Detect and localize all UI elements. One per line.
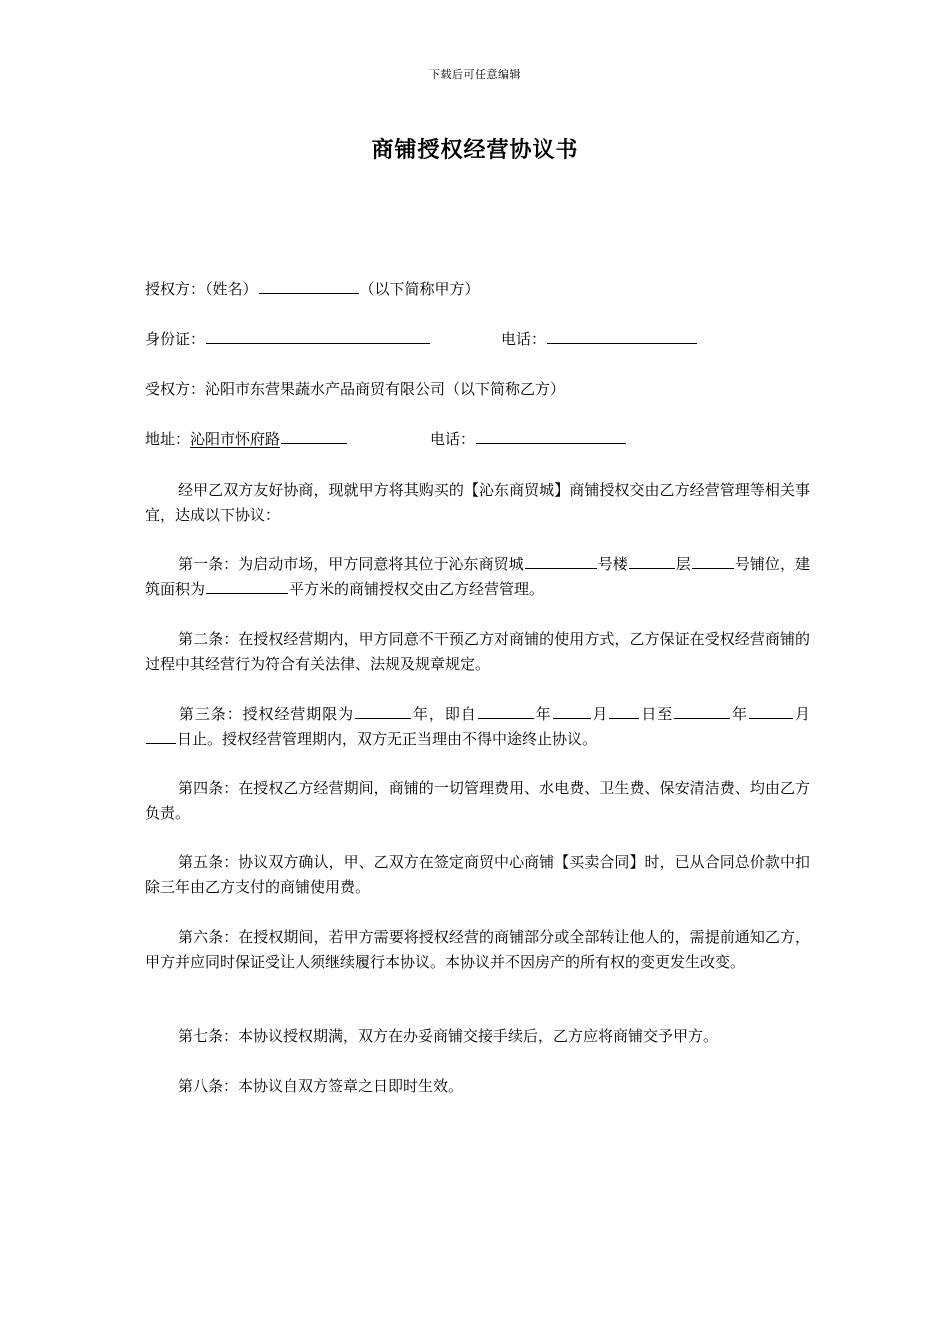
article-3-text-c: 年 xyxy=(534,705,552,723)
floor-number-blank[interactable] xyxy=(629,552,675,569)
grantor-suffix: （以下简称甲方） xyxy=(359,280,480,298)
intro-paragraph xyxy=(145,478,810,528)
article-1-text-d: 号铺位，建筑面积为 xyxy=(145,555,810,598)
address-label: 地址： xyxy=(145,430,191,448)
article-2-text: 第二条：在授权经营期内，甲方同意不干预乙方对商铺的使用方式，乙方保证在受权经营商铺的过程中其经营行为符合有关法律、法规及规章规定。 xyxy=(145,630,810,673)
end-day-blank[interactable] xyxy=(146,727,176,744)
article-1-text-c: 层 xyxy=(675,555,691,573)
grantee-phone-blank[interactable] xyxy=(476,427,626,444)
start-day-blank[interactable] xyxy=(609,702,639,719)
address-line xyxy=(145,427,348,452)
grantor-phone-label: 电话： xyxy=(501,330,547,348)
term-years-blank[interactable] xyxy=(355,702,411,719)
grantor-line xyxy=(145,277,480,302)
article-3-text-f: 年 xyxy=(731,705,749,723)
header-note: 下载后可任意编辑 xyxy=(429,68,521,81)
grantor-phone-line xyxy=(501,327,698,352)
address-value: 沁阳市怀府路 xyxy=(190,430,281,448)
article-1-text-e: 平方米的商铺授权交由乙方经营管理。 xyxy=(289,580,545,598)
article-1-text-b: 号楼 xyxy=(597,555,628,573)
article-3-text-g: 月 xyxy=(794,705,810,723)
address-blank[interactable] xyxy=(281,427,347,444)
id-label: 身份证： xyxy=(145,330,206,348)
article-3-text-d: 月 xyxy=(591,705,609,723)
article-4-text: 第四条：在授权乙方经营期间，商铺的一切管理费用、水电费、卫生费、保安清洁费、均由乙方负责。 xyxy=(145,779,810,822)
grantee-phone-label: 电话： xyxy=(430,430,476,448)
article-6 xyxy=(145,925,810,975)
intro-text: 经甲乙双方友好协商，现就甲方将其购买的【沁东商贸城】商铺授权交由乙方经营管理等相关事宜，达成以下协议： xyxy=(145,481,810,524)
document-title: 商铺授权经营协议书 xyxy=(371,137,579,163)
id-number-blank[interactable] xyxy=(206,327,430,344)
unit-number-blank[interactable] xyxy=(692,552,734,569)
article-6-text: 第六条：在授权期间，若甲方需要将授权经营的商铺部分或全部转让他人的，需提前通知乙方，甲方并应同时保证受让人须继续履行本协议。本协议并不因房产的所有权的变更发生改变。 xyxy=(145,928,810,971)
article-1 xyxy=(145,552,810,602)
article-3 xyxy=(145,702,810,752)
grantor-label: 授权方：（姓名） xyxy=(145,280,258,298)
article-7-text: 第七条：本协议授权期满，双方在办妥商铺交接手续后，乙方应将商铺交予甲方。 xyxy=(178,1027,719,1045)
grantee-phone-line xyxy=(430,427,627,452)
article-1-text-a: 第一条：为启动市场，甲方同意将其位于沁东商贸城 xyxy=(178,555,524,573)
id-line xyxy=(145,327,431,352)
grantee-line: 受权方：沁阳市东营果蔬水产品商贸有限公司（以下简称乙方） xyxy=(145,380,566,398)
article-3-text-a: 第三条：授权经营期限为 xyxy=(178,705,355,723)
article-5-text: 第五条：协议双方确认，甲、乙双方在签定商贸中心商铺【买卖合同】时，已从合同总价款中扣除三年由乙方支付的商铺使用费。 xyxy=(145,853,810,896)
grantor-phone-blank[interactable] xyxy=(547,327,697,344)
article-3-text-h: 日止。授权经营管理期内，双方无正当理由不得中途终止协议。 xyxy=(177,730,598,748)
building-number-blank[interactable] xyxy=(525,552,597,569)
article-7 xyxy=(145,1024,810,1049)
article-3-text-b: 年，即自 xyxy=(412,705,477,723)
article-8 xyxy=(145,1074,810,1099)
start-month-blank[interactable] xyxy=(553,702,591,719)
end-month-blank[interactable] xyxy=(749,702,793,719)
grantor-name-blank[interactable] xyxy=(259,277,359,294)
end-year-blank[interactable] xyxy=(674,702,730,719)
article-5 xyxy=(145,850,810,900)
article-8-text: 第八条：本协议自双方签章之日即时生效。 xyxy=(178,1077,464,1095)
area-blank[interactable] xyxy=(206,577,288,594)
article-2 xyxy=(145,627,810,677)
start-year-blank[interactable] xyxy=(478,702,534,719)
article-3-text-e: 日至 xyxy=(640,705,674,723)
article-4 xyxy=(145,776,810,826)
